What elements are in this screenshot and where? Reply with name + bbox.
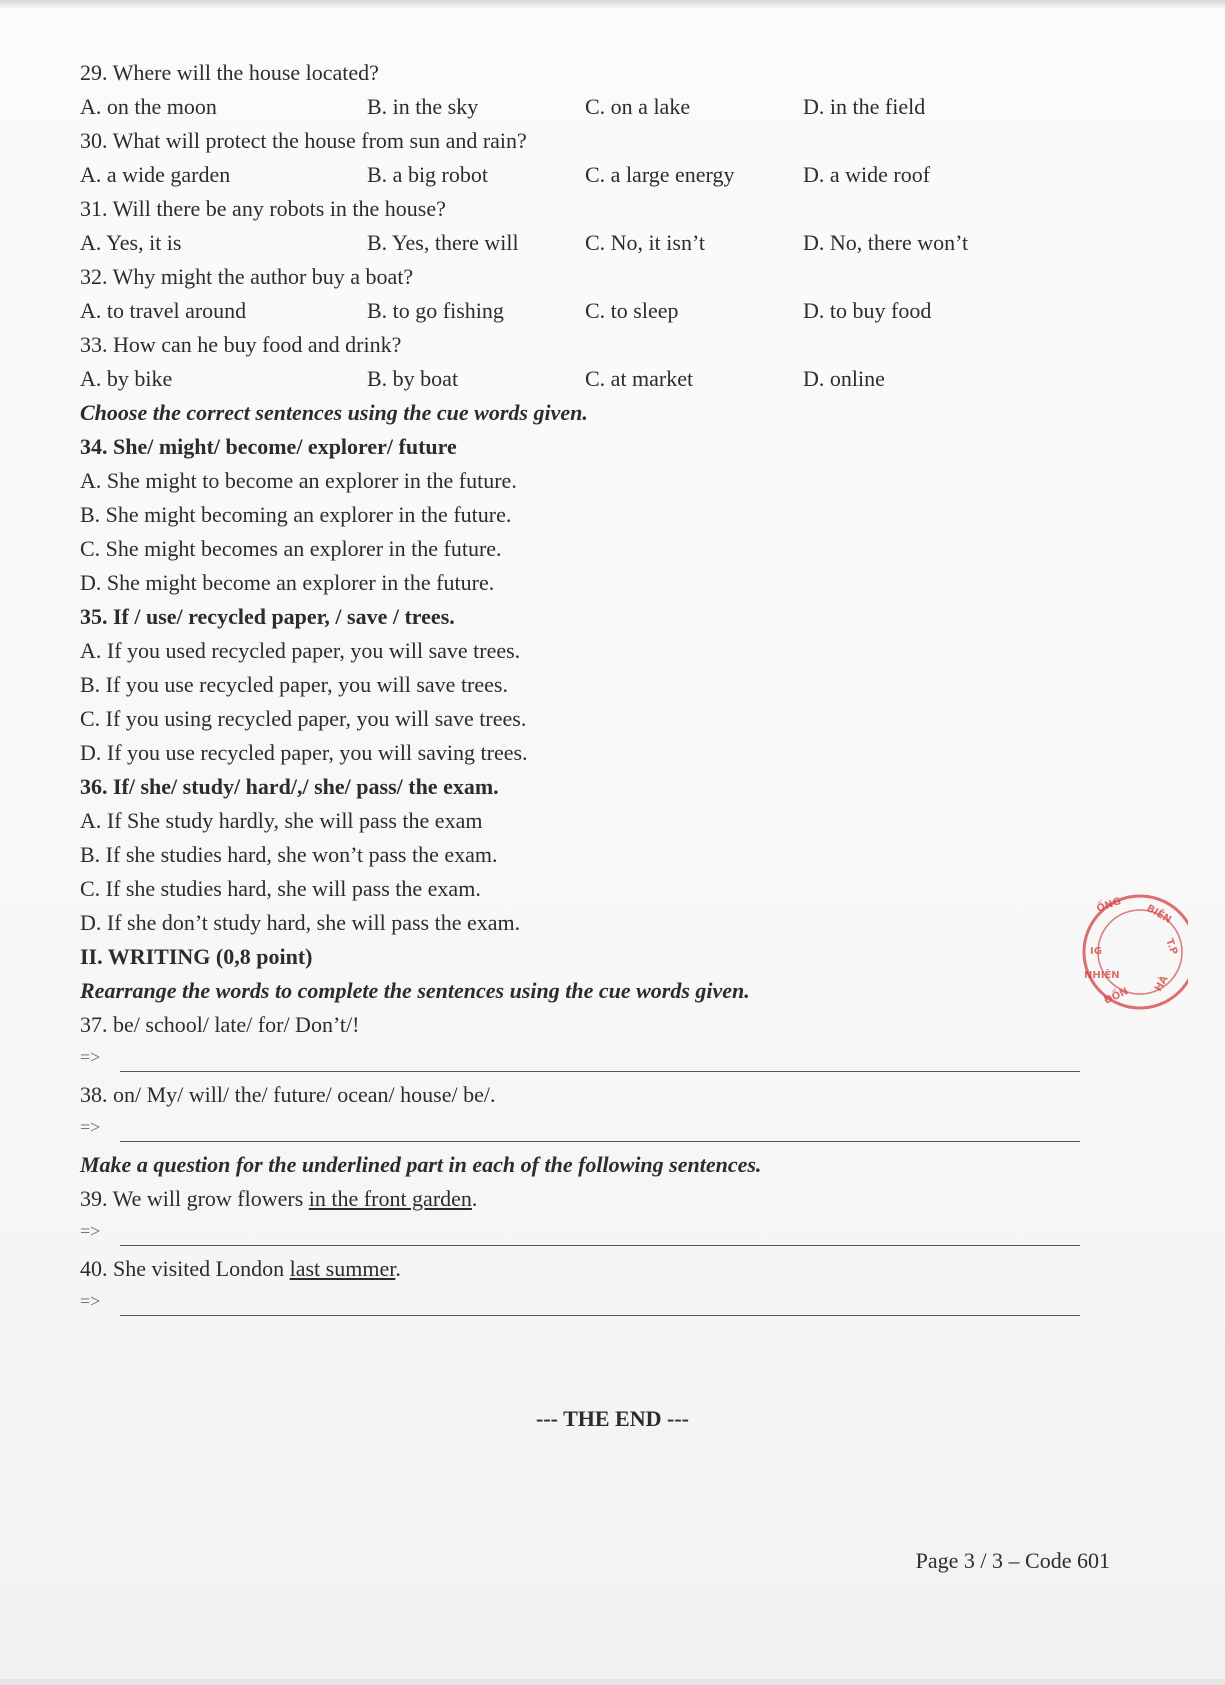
answer-line-38[interactable]: [80, 1112, 1060, 1148]
answer-line-37[interactable]: [80, 1042, 1060, 1078]
answer-rule: [120, 1245, 1080, 1246]
option-b: B. by boat: [367, 366, 459, 391]
option-b: B. Yes, there will: [367, 230, 519, 255]
option-a: A. on the moon: [80, 94, 217, 119]
question-34: 34. She/ might/ become/ explorer/ future: [80, 434, 457, 459]
option-b: B. a big robot: [367, 162, 488, 187]
option-d: D. No, there won’t: [803, 230, 969, 255]
svg-text:IG: IG: [1090, 946, 1102, 957]
options-33: [80, 362, 1060, 396]
question-38: 38. on/ My/ will/ the/ future/ ocean/ house/ be/.: [80, 1082, 496, 1107]
answer-rule: [120, 1141, 1080, 1142]
answer-line-40[interactable]: [80, 1286, 1060, 1322]
option-d: D. a wide roof: [803, 162, 931, 187]
option-a: A. Yes, it is: [80, 230, 182, 255]
q40-text: 40. She visited London: [80, 1256, 290, 1281]
answer-rule: [120, 1315, 1080, 1316]
options-30: [80, 158, 1060, 192]
option-c: C. on a lake: [585, 94, 691, 119]
arrow-marker: =>: [80, 1047, 101, 1067]
page-footer: Page 3 / 3 – Code 601: [915, 1548, 1110, 1573]
arrow-marker: =>: [80, 1117, 101, 1137]
question-32: 32. Why might the author buy a boat?: [80, 264, 414, 289]
svg-text:HÀ: HÀ: [1153, 974, 1171, 994]
option-a: A. to travel around: [80, 298, 247, 323]
rearrange-instruction: Rearrange the words to complete the sentences using the cue words given.: [80, 978, 750, 1003]
option-d: D. online: [803, 366, 885, 391]
option-a: A. a wide garden: [80, 162, 231, 187]
option-34-c: C. She might becomes an explorer in the future.: [80, 536, 502, 561]
writing-heading: II. WRITING (0,8 point): [80, 944, 313, 969]
arrow-marker: =>: [80, 1221, 101, 1241]
option-c: C. at market: [585, 366, 694, 391]
option-c: C. No, it isn’t: [585, 230, 706, 255]
option-34-a: A. She might to become an explorer in the future.: [80, 468, 517, 493]
the-end-text: --- THE END ---: [536, 1406, 689, 1431]
question-instruction: Make a question for the underlined part in each of the following sentences.: [80, 1152, 762, 1177]
option-35-b: B. If you use recycled paper, you will save trees.: [80, 672, 508, 697]
option-b: B. in the sky: [367, 94, 479, 119]
option-34-b: B. She might becoming an explorer in the future.: [80, 502, 512, 527]
q39-underlined: in the front garden: [308, 1186, 472, 1211]
option-35-c: C. If you using recycled paper, you will save trees.: [80, 706, 527, 731]
question-29: 29. Where will the house located?: [80, 60, 379, 85]
answer-rule: [120, 1071, 1080, 1072]
options-29: [80, 90, 1060, 124]
option-d: D. in the field: [803, 94, 926, 119]
question-31: 31. Will there be any robots in the house?: [80, 196, 446, 221]
scan-edge-bottom: [0, 1679, 1225, 1685]
svg-text:ĐỒN: ĐỒN: [1102, 986, 1131, 1007]
q39-text: 39. We will grow flowers: [80, 1186, 309, 1211]
exam-content: [80, 56, 1060, 1322]
options-31: [80, 226, 1060, 260]
options-32: [80, 294, 1060, 328]
question-40: [80, 1252, 1060, 1286]
option-36-c: C. If she studies hard, she will pass the exam.: [80, 876, 481, 901]
option-c: C. to sleep: [585, 298, 679, 323]
option-b: B. to go fishing: [367, 298, 504, 323]
option-35-d: D. If you use recycled paper, you will saving trees.: [80, 740, 528, 765]
svg-text:NHIÊN: NHIÊN: [1084, 970, 1120, 981]
q39-end: .: [471, 1186, 478, 1211]
q40-end: .: [395, 1256, 401, 1281]
arrow-marker: =>: [80, 1291, 101, 1311]
option-36-d: D. If she don’t study hard, she will pass the exam.: [80, 910, 521, 935]
question-36: 36. If/ she/ study/ hard/,/ she/ pass/ the exam.: [80, 774, 499, 799]
option-a: A. by bike: [80, 366, 173, 391]
svg-text:ỐNG: ỐNG: [1095, 895, 1123, 915]
question-39: [80, 1182, 1060, 1216]
q40-underlined: last summer: [289, 1256, 396, 1281]
question-35: 35. If / use/ recycled paper, / save / trees.: [80, 604, 455, 629]
option-36-b: B. If she studies hard, she won’t pass the exam.: [80, 842, 498, 867]
option-34-d: D. She might become an explorer in the future.: [80, 570, 495, 595]
question-30: 30. What will protect the house from sun and rain?: [80, 128, 527, 153]
official-stamp-seal: [1068, 892, 1188, 1012]
question-33: 33. How can he buy food and drink?: [80, 332, 402, 357]
option-d: D. to buy food: [803, 298, 932, 323]
question-37: 37. be/ school/ late/ for/ Don’t/!: [80, 1012, 360, 1037]
answer-line-39[interactable]: [80, 1216, 1060, 1252]
svg-text:BIÊN: BIÊN: [1144, 903, 1173, 926]
option-c: C. a large energy: [585, 162, 735, 187]
option-36-a: A. If She study hardly, she will pass the exam: [80, 808, 483, 833]
choose-instruction: Choose the correct sentences using the cue words given.: [80, 400, 588, 425]
svg-text:T.P: T.P: [1163, 937, 1180, 957]
scan-edge-top: [0, 0, 1225, 8]
option-35-a: A. If you used recycled paper, you will save trees.: [80, 638, 521, 663]
